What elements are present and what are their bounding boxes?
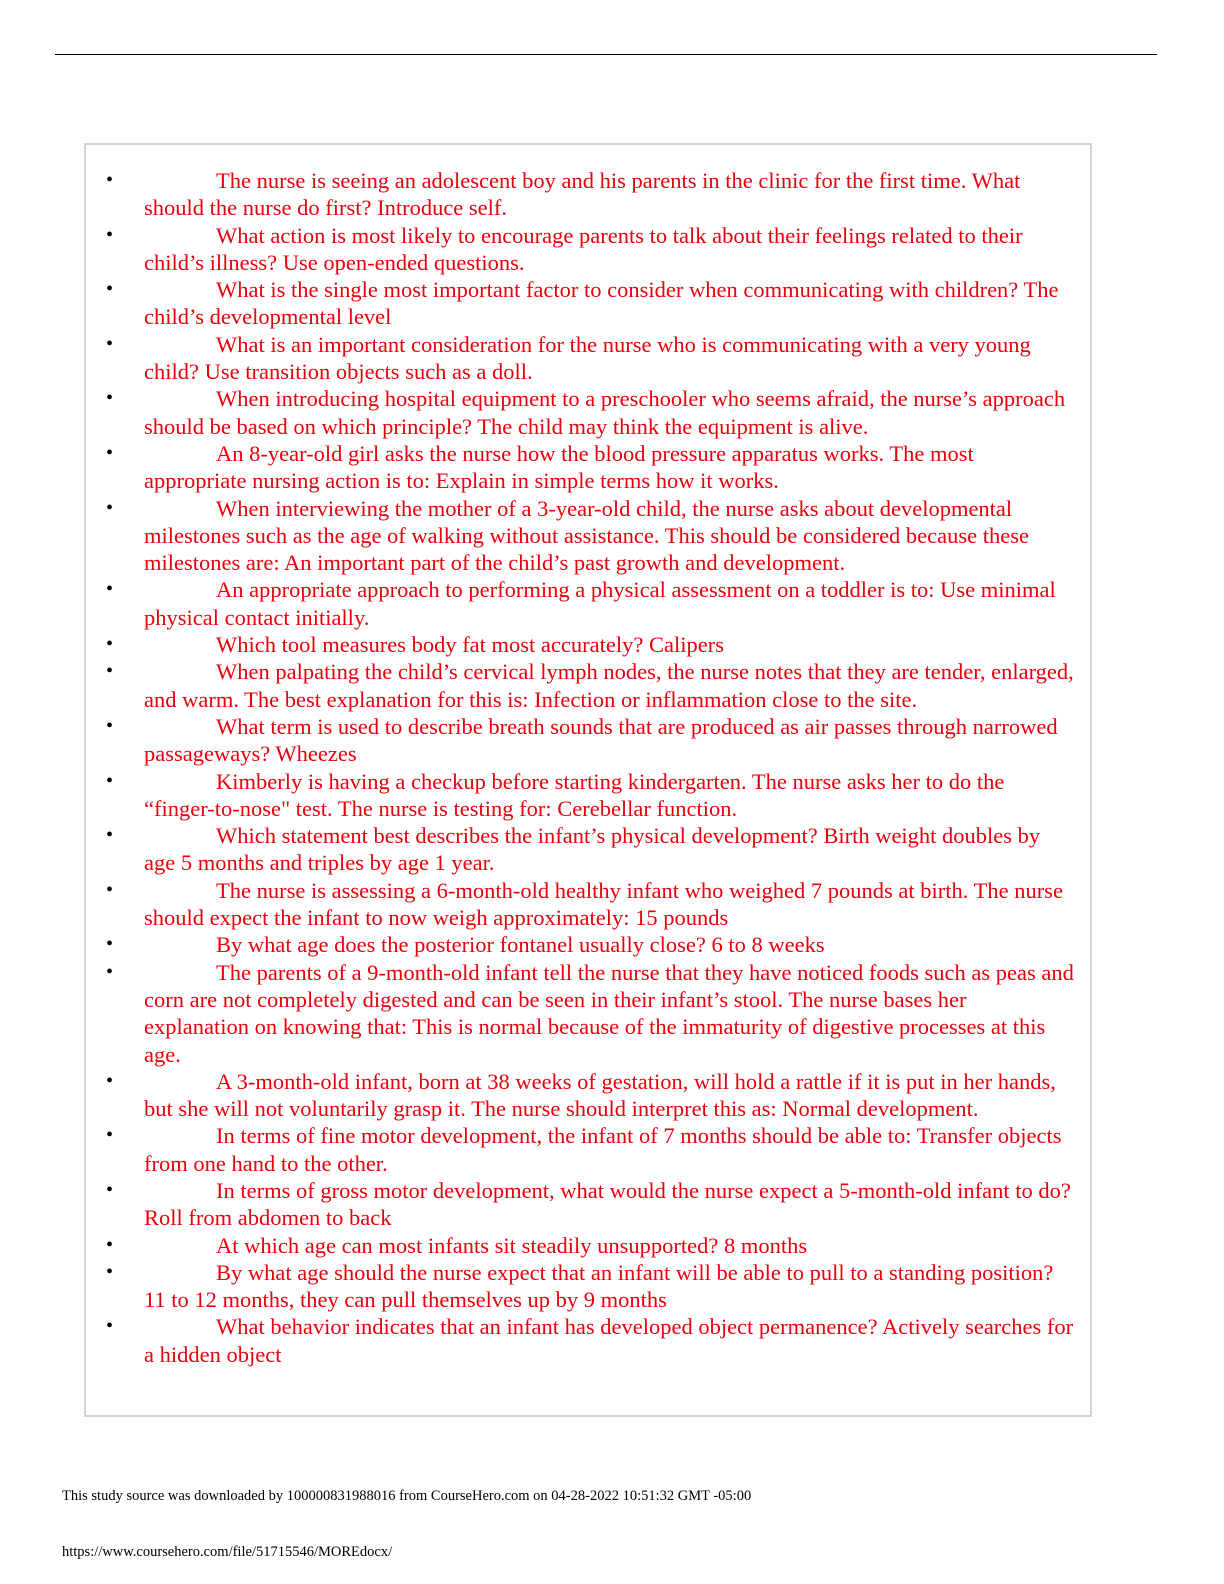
list-item-text: Which tool measures body fat most accurately? Calipers: [216, 632, 724, 658]
list-item: [106, 713, 1074, 768]
bullet-icon: •: [106, 1178, 114, 1201]
list-item: [106, 276, 1074, 331]
list-item-text: The parents of a 9-month-old infant tell the nurse that they have noticed foods such as peas and corn are not completely digested and can be seen in their infant’s stool. The nurse bases her explanation on knowing that: This is normal because of the immaturity of digestive processes at this age.: [144, 959, 1074, 1067]
bullet-icon: •: [106, 1124, 114, 1147]
list-item-text: What term is used to describe breath sounds that are produced as air passes through narrowed passageways? Wheezes: [144, 713, 1058, 767]
list-item-text: When palpating the child’s cervical lymph nodes, the nurse notes that they are tender, enlarged, and warm. The best explanation for this is: Infection or inflammation close to the site.: [144, 659, 1074, 712]
list-item-text: The nurse is seeing an adolescent boy and his parents in the clinic for the first time. What should the nurse do first? Introduce self.: [144, 168, 1021, 221]
list-item: [106, 1232, 1074, 1259]
list-item-text: Kimberly is having a checkup before starting kindergarten. The nurse asks her to do the “finger-to-nose" test. The nurse is testing for: Cerebellar function.: [144, 768, 1005, 821]
list-item-text: In terms of gross motor development, what would the nurse expect a 5-month-old infant to do? Roll from abdomen to back: [144, 1177, 1071, 1231]
list-item-text: When introducing hospital equipment to a preschooler who seems afraid, the nurse’s approach should be based on which principle? The child may think the equipment is alive.: [144, 386, 1066, 439]
list-item: [106, 1122, 1074, 1177]
list-item-text: By what age does the posterior fontanel usually close? 6 to 8 weeks: [216, 932, 825, 958]
list-item-text: An 8-year-old girl asks the nurse how the blood pressure apparatus works. The most appropriate nursing action is to: Explain in simple terms how it works.: [144, 440, 974, 494]
bullet-icon: •: [106, 441, 114, 464]
list-item-text: An appropriate approach to performing a physical assessment on a toddler is to: Use minimal physical contact initially.: [144, 577, 1056, 630]
bullet-icon: •: [106, 223, 114, 246]
list-item: [106, 959, 1074, 1068]
list-item: [106, 1177, 1074, 1232]
footer-source-text: This study source was downloaded by 100000831988016 from CourseHero.com on 04-28-2022 10:51:32 GMT -05:00: [62, 1488, 752, 1504]
list-item-text: A 3-month-old infant, born at 38 weeks of gestation, will hold a rattle if it is put in her hands, but she will not voluntarily grasp it. The nurse should interpret this as: Normal development.: [144, 1068, 1056, 1122]
bullet-icon: •: [106, 633, 114, 656]
list-item: [106, 222, 1074, 277]
bullet-icon: •: [106, 1069, 114, 1092]
list-item-text: What is an important consideration for the nurse who is communicating with a very young child? Use transition objects such as a doll.: [144, 331, 1031, 385]
bullet-icon: •: [106, 714, 114, 737]
list-item: [106, 658, 1074, 713]
header-divider: [55, 54, 1157, 55]
bullet-icon: •: [106, 824, 114, 847]
bullet-icon: •: [106, 878, 114, 901]
list-item: [106, 495, 1074, 577]
list-item: [106, 1313, 1074, 1368]
list-item: [106, 440, 1074, 495]
list-item-text: What behavior indicates that an infant has developed object permanence? Actively searches for a hidden object: [144, 1314, 1074, 1367]
bullet-icon: •: [106, 332, 114, 355]
bullet-icon: •: [106, 578, 114, 601]
list-item-text: By what age should the nurse expect that an infant will be able to pull to a standing position? 11 to 12 months, they can pull themselves up by 9 months: [144, 1259, 1054, 1313]
bullet-icon: •: [106, 1233, 114, 1256]
list-item-text: At which age can most infants sit steadily unsupported? 8 months: [216, 1232, 808, 1258]
bullet-icon: •: [106, 960, 114, 983]
bullet-icon: •: [106, 278, 114, 301]
list-item: [106, 1068, 1074, 1123]
qa-list: [106, 167, 1074, 1368]
list-item: [106, 768, 1074, 823]
bullet-icon: •: [106, 769, 114, 792]
list-item-text: What is the single most important factor to consider when communicating with children? The child’s developmental level: [144, 277, 1059, 330]
list-item: [106, 576, 1074, 631]
list-item-text: Which statement best describes the infant’s physical development? Birth weight doubles by age 5 months and triples by age 1 year.: [144, 823, 1041, 876]
list-item: [106, 822, 1074, 877]
bullet-icon: •: [106, 169, 114, 191]
list-item-text: In terms of fine motor development, the infant of 7 months should be able to: Transfer objects from one hand to the other.: [144, 1123, 1062, 1176]
footer-url-link[interactable]: https://www.coursehero.com/file/51715546/MOREdocx/: [62, 1544, 393, 1560]
list-item: [106, 331, 1074, 386]
list-item-text: When interviewing the mother of a 3-year-old child, the nurse asks about developmental milestones such as the age of walking without assistance. This should be considered because these milestones are: An important part of the child’s past growth and development.: [144, 495, 1029, 576]
list-item-text: The nurse is assessing a 6-month-old healthy infant who weighed 7 pounds at birth. The nurse should expect the infant to now weigh approximately: 15 pounds: [144, 877, 1063, 931]
list-item: [106, 931, 1074, 958]
bullet-icon: •: [106, 1315, 114, 1338]
list-item: [106, 631, 1074, 658]
list-item-text: What action is most likely to encourage parents to talk about their feelings related to their child’s illness? Use open-ended questions.: [144, 222, 1023, 275]
bullet-icon: •: [106, 660, 114, 683]
bullet-icon: •: [106, 1260, 114, 1283]
list-item: [106, 1259, 1074, 1314]
content-box: [84, 143, 1092, 1417]
list-item: [106, 385, 1074, 440]
bullet-icon: •: [106, 496, 114, 519]
bullet-icon: •: [106, 387, 114, 410]
list-item: [106, 877, 1074, 932]
bullet-icon: •: [106, 933, 114, 956]
list-item: [106, 167, 1074, 222]
